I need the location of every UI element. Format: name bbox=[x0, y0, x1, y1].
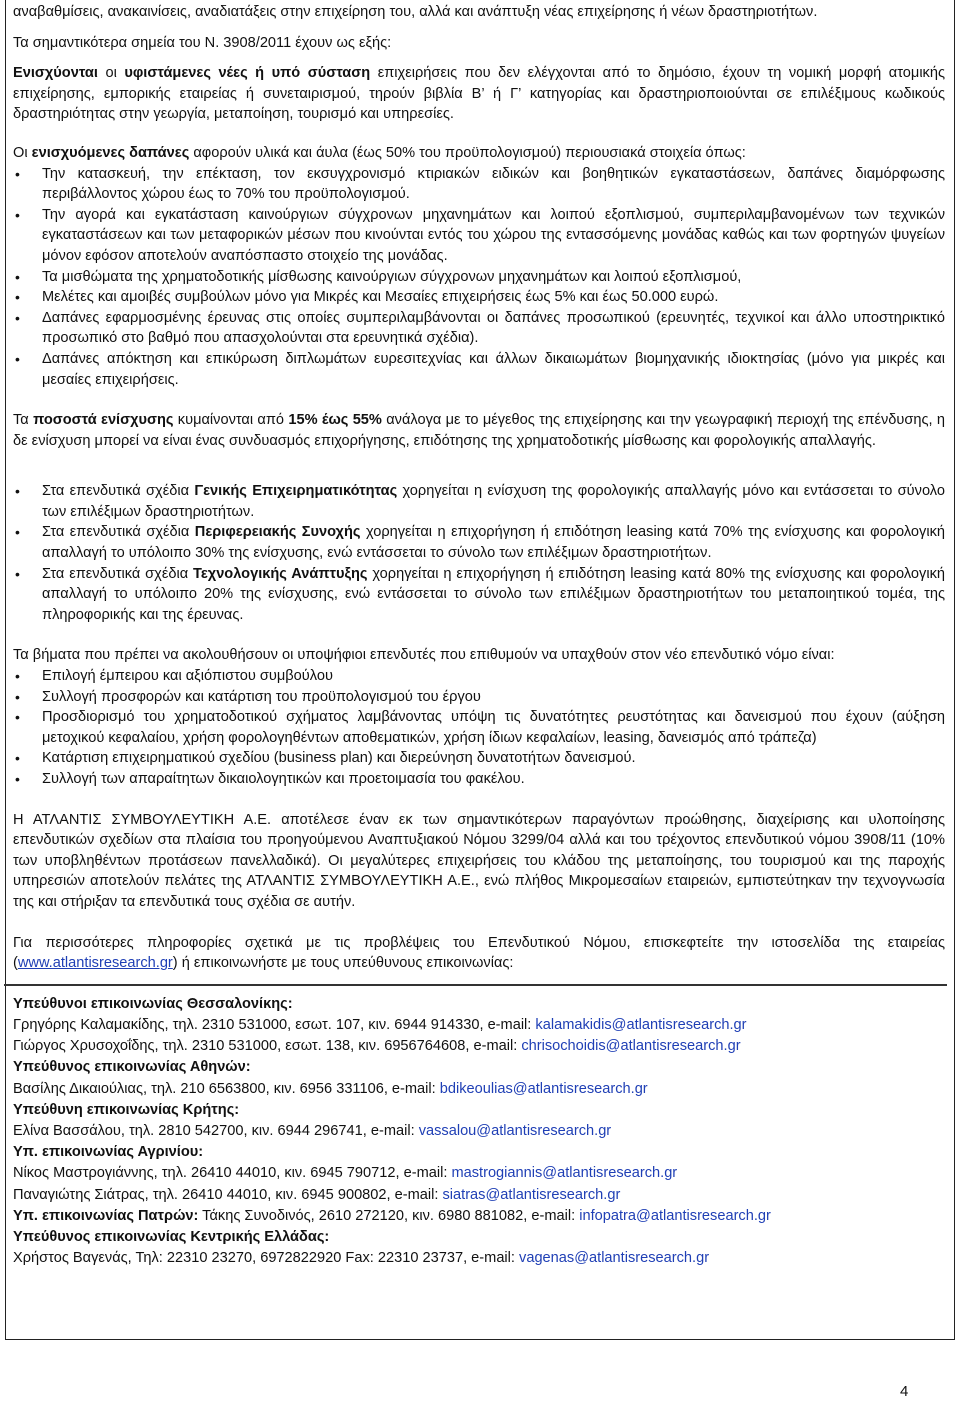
contact-line bbox=[13, 1206, 947, 1227]
contact-label: Υπ. επικοινωνίας Πατρών: bbox=[13, 1207, 199, 1224]
bullet-icon: • bbox=[15, 165, 20, 182]
website-link[interactable]: www.atlantisresearch.gr bbox=[17, 955, 173, 972]
list-item bbox=[13, 564, 945, 626]
intro-line: αναβαθμίσεις, ανακαινίσεις, αναδιατάξεις στην επιχείρηση του, αλλά και ανάπτυξη νέας επιχείρησης ή νέων δραστηριοτήτων. bbox=[13, 4, 818, 20]
bullet-icon: • bbox=[15, 668, 20, 685]
list-item bbox=[13, 164, 945, 205]
list-item bbox=[13, 769, 945, 790]
rates-text-2: κυμαίνονται από bbox=[173, 412, 289, 429]
expenses-list bbox=[13, 164, 945, 391]
list-item bbox=[13, 267, 945, 288]
list-item bbox=[13, 205, 945, 267]
contact-label: Υπεύθυνος επικοινωνίας Κεντρικής Ελλάδας: bbox=[13, 1228, 330, 1245]
expenses-text-2: αφορούν υλικά και άυλα (έως 50% του προϋπολογισμού) περιουσιακά στοιχεία όπως: bbox=[189, 144, 746, 161]
contact-line bbox=[13, 1036, 947, 1057]
scheme-bold: Περιφερειακής Συνοχής bbox=[194, 524, 361, 541]
list-item-text: Την αγορά και εγκατάσταση καινούργιων σύγχρονων μηχανημάτων και λοιπού εξοπλισμού, συμπεριλαμβανομένων των τεχνικών εγκαταστάσεων και των μεταφορικών μέσων που κινούνται εντός του χώρου της εντασσόμενης μονάδας καθώς και των φορτηγών ψυγείων μόνον εφόσον αποτελούν αναπόσπαστο στοιχείο της μονάδας. bbox=[42, 206, 945, 264]
list-item-text: Κατάρτιση επιχειρηματικού σχεδίου (business plan) και διερεύνηση δυνατοτήτων δανεισμού. bbox=[42, 750, 636, 767]
contact-text: Τάκης Συνοδινός, 2610 272120, κιν. 6980 881082, e-mail: bbox=[198, 1207, 580, 1224]
contact-text: Νίκος Μαστρογιάννης, τηλ. 26410 44010, κιν. 6945 790712, e-mail: bbox=[13, 1165, 452, 1182]
list-item-text: Μελέτες και αμοιβές συμβούλων μόνο για Μικρές και Μεσαίες επιχειρήσεις έως 5% και έως 50.000 ευρώ. bbox=[42, 289, 719, 306]
contact-label: Υπ. επικοινωνίας Αγρινίου: bbox=[13, 1144, 204, 1161]
rates-bold-2: 15% έως 55% bbox=[288, 412, 382, 429]
steps-intro: Τα βήματα που πρέπει να ακολουθήσουν οι υποψήφιοι επενδυτές που επιθυμούν να υπαχθούν στον νέο επενδυτικό νόμο είναι: bbox=[13, 647, 835, 664]
expenses-bold: ενισχυόμενες δαπάνες bbox=[31, 144, 190, 161]
expenses-text-1: Οι bbox=[13, 144, 32, 161]
bullet-icon: • bbox=[15, 289, 20, 306]
list-item bbox=[13, 666, 945, 687]
email-link[interactable]: mastrogiannis@atlantisresearch.gr bbox=[451, 1165, 678, 1182]
eligible-paragraph bbox=[13, 63, 945, 125]
list-item bbox=[13, 481, 945, 522]
eligible-text-1: οι bbox=[97, 65, 125, 82]
email-link[interactable]: vagenas@atlantisresearch.gr bbox=[519, 1250, 710, 1267]
contact-text: Βασίλης Δικαιούλιας, τηλ. 210 6563800, κιν. 6956 331106, e-mail: bbox=[13, 1080, 440, 1097]
list-item-text: Τα μισθώματα της χρηματοδοτικής μίσθωσης καινούργιων σύγχρονων μηχανημάτων και λοιπού εξοπλισμού, bbox=[42, 268, 742, 285]
steps-list bbox=[13, 666, 945, 790]
document-body bbox=[13, 2, 945, 1269]
list-item-text: Συλλογή προσφορών και κατάρτιση του προϋπολογισμού του έργου bbox=[42, 688, 481, 705]
contact-label: Υπεύθυνη επικοινωνίας Κρήτης: bbox=[13, 1101, 240, 1118]
scheme-bold: Γενικής Επιχειρηματικότητας bbox=[194, 483, 398, 500]
bullet-icon: • bbox=[15, 771, 20, 787]
contact-label: Υπεύθυνοι επικοινωνίας Θεσσαλονίκης: bbox=[13, 995, 293, 1012]
bullet-icon: • bbox=[15, 750, 20, 767]
contact-text: Γρηγόρης Καλαμακίδης, τηλ. 2310 531000, εσωτ. 107, κιν. 6944 914330, e-mail: bbox=[13, 1016, 536, 1033]
info-text-1: Για περισσότερες πληροφορίες σχετικά με τις προβλέψεις του Επενδυτικού Νόμου, επισκεφτείτε την ιστοσελίδα της εταιρείας ( bbox=[13, 934, 945, 972]
rates-paragraph bbox=[13, 410, 945, 451]
email-link[interactable]: siatras@atlantisresearch.gr bbox=[442, 1186, 621, 1203]
rates-text-3: ανάλογα με το μέγεθος της επιχείρησης και την γεωγραφική περιοχή της επένδυσης, η δε ενίσχυση μπορεί να είναι ένας συνδυασμός επιχορήγησης, επιδότησης της χρηματοδοτικής μίσθωσης και φορολογικής απαλλαγής. bbox=[13, 412, 945, 449]
email-link[interactable]: vassalou@atlantisresearch.gr bbox=[418, 1122, 612, 1139]
bullet-icon: • bbox=[15, 688, 20, 705]
list-item-text: Την κατασκευή, την επέκταση, τον εκσυγχρονισμό κτιριακών ειδικών και βοηθητικών εγκαταστάσεων, δαπάνες διαμόρφωσης περιβάλλοντος χώρου έως το 70% του προϋπολογισμού. bbox=[42, 165, 945, 203]
contact-text: Γιώργος Χρυσοχοΐδης, τηλ. 2310 531000, εσωτ. 138, κιν. 6956764608, e-mail: bbox=[13, 1038, 522, 1055]
scheme-bold: Τεχνολογικής Ανάπτυξης bbox=[193, 565, 368, 582]
scheme-text: χορηγείται η επιχορήγηση ή επιδότηση leasing κατά 80% της ενίσχυσης και φορολογική απαλλαγή το υπόλοιπο 20% της ενίσχυσης, ενώ εντάσσεται το σύνολο των επιλέξιμων δραστηριοτήτων του μεταποιητικού τομέα, της πληροφορικής και της έρευνας. bbox=[42, 565, 945, 623]
list-item bbox=[13, 287, 945, 308]
list-item bbox=[13, 349, 945, 390]
contacts-section bbox=[4, 984, 947, 1270]
info-text-2: ) ή επικοινωνήστε με τους υπεύθυνους επικοινωνίας: bbox=[172, 955, 514, 972]
contact-line bbox=[13, 1248, 947, 1269]
bullet-icon: • bbox=[15, 206, 20, 223]
page-number: 4 bbox=[900, 1383, 909, 1400]
list-item bbox=[13, 707, 945, 748]
bullet-icon: • bbox=[15, 268, 20, 285]
rates-bold-1: ποσοστά ενίσχυσης bbox=[33, 412, 174, 429]
rates-text-1: Τα bbox=[13, 412, 34, 429]
list-item bbox=[13, 522, 945, 563]
intro-heading: Τα σημαντικότερα σημεία του Ν. 3908/2011 έχουν ως εξής: bbox=[13, 34, 392, 51]
list-item-text: Επιλογή έμπειρου και αξιόπιστου συμβούλου bbox=[42, 668, 333, 685]
bullet-icon: • bbox=[15, 483, 20, 500]
bullet-icon: • bbox=[15, 309, 20, 326]
list-item bbox=[13, 687, 945, 708]
bullet-icon: • bbox=[15, 524, 20, 541]
scheme-text: χορηγείται η επιχορήγηση ή επιδότηση leasing κατά 70% της ενίσχυσης και φορολογική απαλλαγή το υπόλοιπο 30% της ενίσχυσης, ενώ εντάσσεται το σύνολο των επιλέξιμων δραστηριοτήτων. bbox=[42, 524, 945, 562]
scheme-text: χορηγείται η ενίσχυση της φορολογικής απαλλαγής μόνο και εντάσσεται το σύνολο των επιλέξιμων δραστηριοτήτων. bbox=[42, 483, 945, 520]
bullet-icon: • bbox=[15, 565, 20, 582]
list-item-text: Συλλογή των απαραίτητων δικαιολογητικών και προετοιμασία του φακέλου. bbox=[42, 771, 525, 787]
bullet-icon: • bbox=[15, 350, 20, 367]
contact-text: Παναγιώτης Σιάτρας, τηλ. 26410 44010, κιν. 6945 900802, e-mail: bbox=[13, 1186, 443, 1203]
eligible-text-2: επιχειρήσεις που δεν ελέγχονται από το δημόσιο, έχουν τη νομική μορφή ατομικής επιχείρησης, εμπορικής εταιρείας ή συνεταιρισμού, τηρούν βιβλία Β’ ή Γ’ κατηγορίας και δραστηριοποιούνται σε επιλέξιμους κωδικούς δραστηριότητας στην γεωργία, μεταποίηση, τουρισμό και υπηρεσίες. bbox=[13, 65, 946, 123]
contact-label: Υπεύθυνος επικοινωνίας Αθηνών: bbox=[13, 1059, 251, 1076]
list-item-text: Προσδιορισμό του χρηματοδοτικού σχήματος λαμβάνοντας υπόψη τις δυνατότητες ρευστότητας και δανεισμού που έχουν (αύξηση μετοχικού κεφαλαίου, χρήση φορολογηθέντων αποθεματικών, χρήση ίδιων κεφαλαίων, leasing, δανεισμός από τράπεζα) bbox=[42, 709, 945, 746]
contact-line bbox=[13, 1079, 947, 1100]
email-link[interactable]: infopatra@atlantisresearch.gr bbox=[579, 1207, 771, 1224]
list-item bbox=[13, 308, 945, 349]
contact-text: Ελίνα Βασσάλου, τηλ. 2810 542700, κιν. 6944 296741, e-mail: bbox=[13, 1122, 419, 1139]
bullet-icon: • bbox=[15, 709, 20, 726]
contact-line bbox=[13, 1121, 947, 1142]
info-paragraph bbox=[13, 933, 945, 974]
list-item-text: Δαπάνες απόκτηση και επικύρωση διπλωμάτων ευρεσιτεχνίας και άλλων δικαιωμάτων βιομηχανικής ιδιοκτησίας (μόνο για μικρές και μεσαίες επιχειρήσεις. bbox=[42, 350, 945, 388]
expenses-intro bbox=[13, 143, 945, 164]
eligible-bold-2: υφιστάμενες νέες ή υπό σύσταση bbox=[124, 65, 371, 82]
eligible-bold-1: Ενισχύονται bbox=[13, 65, 98, 82]
email-link[interactable]: bdikeoulias@atlantisresearch.gr bbox=[439, 1080, 648, 1097]
schemes-list bbox=[13, 481, 945, 625]
scheme-text: Στα επενδυτικά σχέδια bbox=[42, 483, 195, 500]
contact-line bbox=[13, 1015, 947, 1036]
email-link[interactable]: kalamakidis@atlantisresearch.gr bbox=[535, 1016, 747, 1033]
list-item-text: Δαπάνες εφαρμοσμένης έρευνας στις οποίες συμπεριλαμβάνονται οι δαπάνες προσωπικού (ερευνητές, τεχνικοί και άλλο υποστηρικτικό προσωπικό στο βαθμό που απασχολούνται στα ερευνητικά σχέδια). bbox=[42, 309, 945, 347]
contact-text: Χρήστος Βαγενάς, Τηλ: 22310 23270, 6972822920 Fax: 22310 23737, e-mail: bbox=[13, 1250, 520, 1267]
email-link[interactable]: chrisochoidis@atlantisresearch.gr bbox=[521, 1038, 741, 1055]
contact-line bbox=[13, 1163, 947, 1184]
list-item bbox=[13, 748, 945, 769]
scheme-text: Στα επενδυτικά σχέδια bbox=[42, 524, 195, 541]
scheme-text: Στα επενδυτικά σχέδια bbox=[42, 565, 194, 582]
company-paragraph: Η ΑΤΛΑΝΤΙΣ ΣΥΜΒΟΥΛΕΥΤΙΚΗ Α.Ε. αποτέλεσε έναν εκ των σημαντικότερων παραγόντων προώθησης, διαχείρισης και υλοποίησης επενδυτικών σχεδίων στα πλαίσια του προηγούμενου Αναπτυξιακού Νόμου 3299/04 αλλά και του τρέχοντος επενδυτικού νόμου 3908/11 (10% των υποβληθέντων προτάσεων πανελλαδικά). Οι μεγαλύτερες επιχειρήσεις του κλάδου της μεταποίησης, του τουρισμού και της παροχής υπηρεσιών αποτελούν πελάτες της ΑΤΛΑΝΤΙΣ ΣΥΜΒΟΥΛΕΥΤΙΚΗ Α.Ε., ενώ πλήθος Μικρομεσαίων εταιρειών, εμπιστεύτηκαν την τεχνογνωσία της και στήριξαν τα επενδυτικά τους σχέδια σε αυτήν. bbox=[13, 811, 945, 910]
contact-line bbox=[13, 1185, 947, 1206]
